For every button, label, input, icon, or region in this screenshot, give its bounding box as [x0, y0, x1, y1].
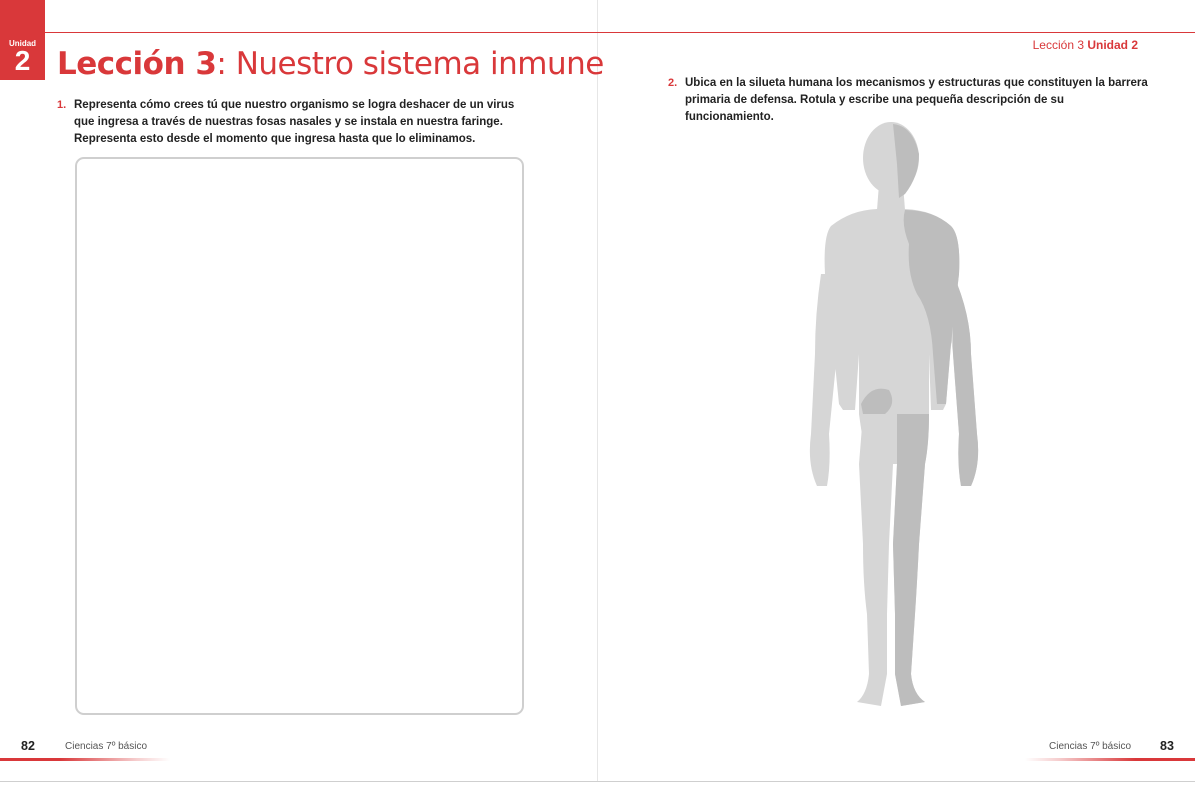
page-number-left: 82 [21, 739, 35, 753]
unit-label: Unidad [8, 39, 37, 48]
footer-accent-left [0, 758, 170, 761]
top-rule [597, 32, 1195, 33]
question-1-number: 1. [57, 99, 67, 111]
question-2-number: 2. [668, 77, 678, 89]
book-name-right: Ciencias 7º básico [1049, 741, 1132, 752]
bottom-edge-rule [0, 781, 1195, 782]
running-head-unit: Unidad 2 [1087, 38, 1138, 52]
drawing-answer-box[interactable] [75, 157, 524, 715]
footer-accent-right [1025, 758, 1195, 761]
running-head [1033, 38, 1138, 52]
right-page [597, 0, 1195, 785]
running-head-lesson: Lección 3 [1032, 38, 1088, 52]
lesson-separator: : [216, 46, 227, 82]
page-number-right: 83 [1160, 739, 1174, 753]
lesson-title [57, 46, 604, 82]
book-name-left: Ciencias 7º básico [65, 741, 148, 752]
lesson-prefix: Lección 3 [57, 46, 217, 82]
top-rule [45, 32, 597, 33]
question-1-text: Representa cómo crees tú que nuestro organismo se logra deshacer de un virus que ingresa a través de nuestras fosas nasales y se instala en nuestra faringe. Representa esto desde el momento que ingresa hasta que lo eliminamos. [74, 99, 515, 145]
human-silhouette[interactable] [801, 114, 991, 719]
unit-badge [0, 0, 45, 80]
unit-number: 2 [14, 45, 31, 76]
lesson-name: Nuestro sistema inmune [226, 46, 604, 82]
question-2-text: Ubica en la silueta humana los mecanismos y estructuras que constituyen la barrera primaria de defensa. Rotula y escribe una pequeña descripción de su funcionamiento. [685, 77, 1148, 123]
